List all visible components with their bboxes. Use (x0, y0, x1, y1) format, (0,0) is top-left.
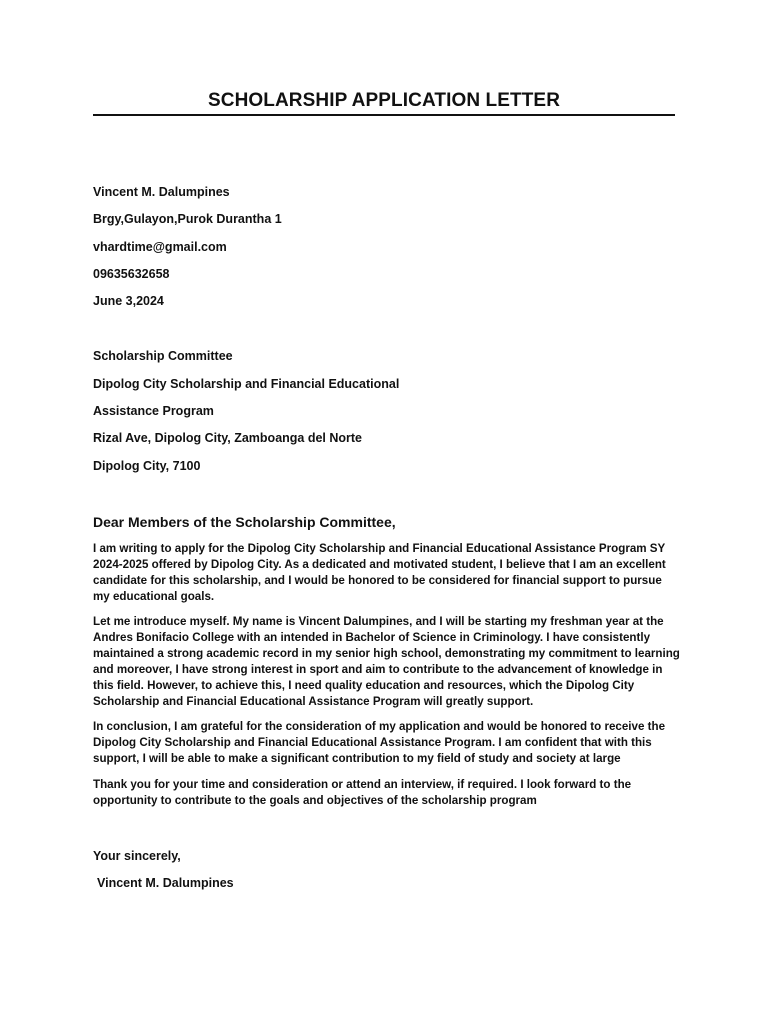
sender-email: vhardtime@gmail.com (93, 240, 227, 254)
body-paragraph: In conclusion, I am grateful for the consideration of my application and would be honored to receive the Dipolog City Scholarship and Financial Educational Assistance Program. I am confident that with this support, I will be able to make a significant contribution to my field of study and society at large (93, 720, 666, 765)
salutation: Dear Members of the Scholarship Committee, (93, 514, 396, 530)
closing: Your sincerely, (93, 849, 181, 863)
letter-title: SCHOLARSHIP APPLICATION LETTER (207, 90, 561, 111)
recipient-line-1: Scholarship Committee (93, 349, 233, 363)
letter-date: June 3,2024 (93, 294, 164, 308)
sender-phone: 09635632658 (93, 267, 170, 281)
recipient-line-4: Rizal Ave, Dipolog City, Zamboanga del Norte (93, 431, 363, 445)
recipient-line-2: Dipolog City Scholarship and Financial Educational (93, 377, 400, 391)
body-paragraph: I am writing to apply for the Dipolog City Scholarship and Financial Educational Assistance Program SY 2024-2025 offered by Dipolog City. As a dedicated and motivated student, I believe that I am an excellent candidate for this scholarship, and I would be honored to be considered for financial support to pursue my educational goals. (93, 542, 666, 603)
sender-address: Brgy,Gulayon,Purok Durantha 1 (93, 212, 282, 226)
signature-name: Vincent M. Dalumpines (97, 876, 234, 890)
body-paragraph: Thank you for your time and consideration or attend an interview, if required. I look forward to the opportunity to contribute to the goals and objectives of the scholarship program (93, 778, 632, 807)
recipient-line-3: Assistance Program (93, 404, 214, 418)
title-underline (93, 114, 675, 116)
body-paragraph: Let me introduce myself. My name is Vincent Dalumpines, and I will be starting my freshman year at the Andres Bonifacio College with an intended in Bachelor of Science in Criminology. I have consistently maintained a strong academic record in my senior high school, demonstrating my commitment to learning and moreover, I have strong interest in sport and aim to contribute to the advancement of knowledge in this field. However, to achieve this, I need quality education and resources, which the Dipolog City Scholarship and Financial Educational Assistance Program will greatly support. (93, 615, 680, 708)
recipient-line-5: Dipolog City, 7100 (93, 459, 201, 473)
sender-name: Vincent M. Dalumpines (93, 185, 230, 199)
